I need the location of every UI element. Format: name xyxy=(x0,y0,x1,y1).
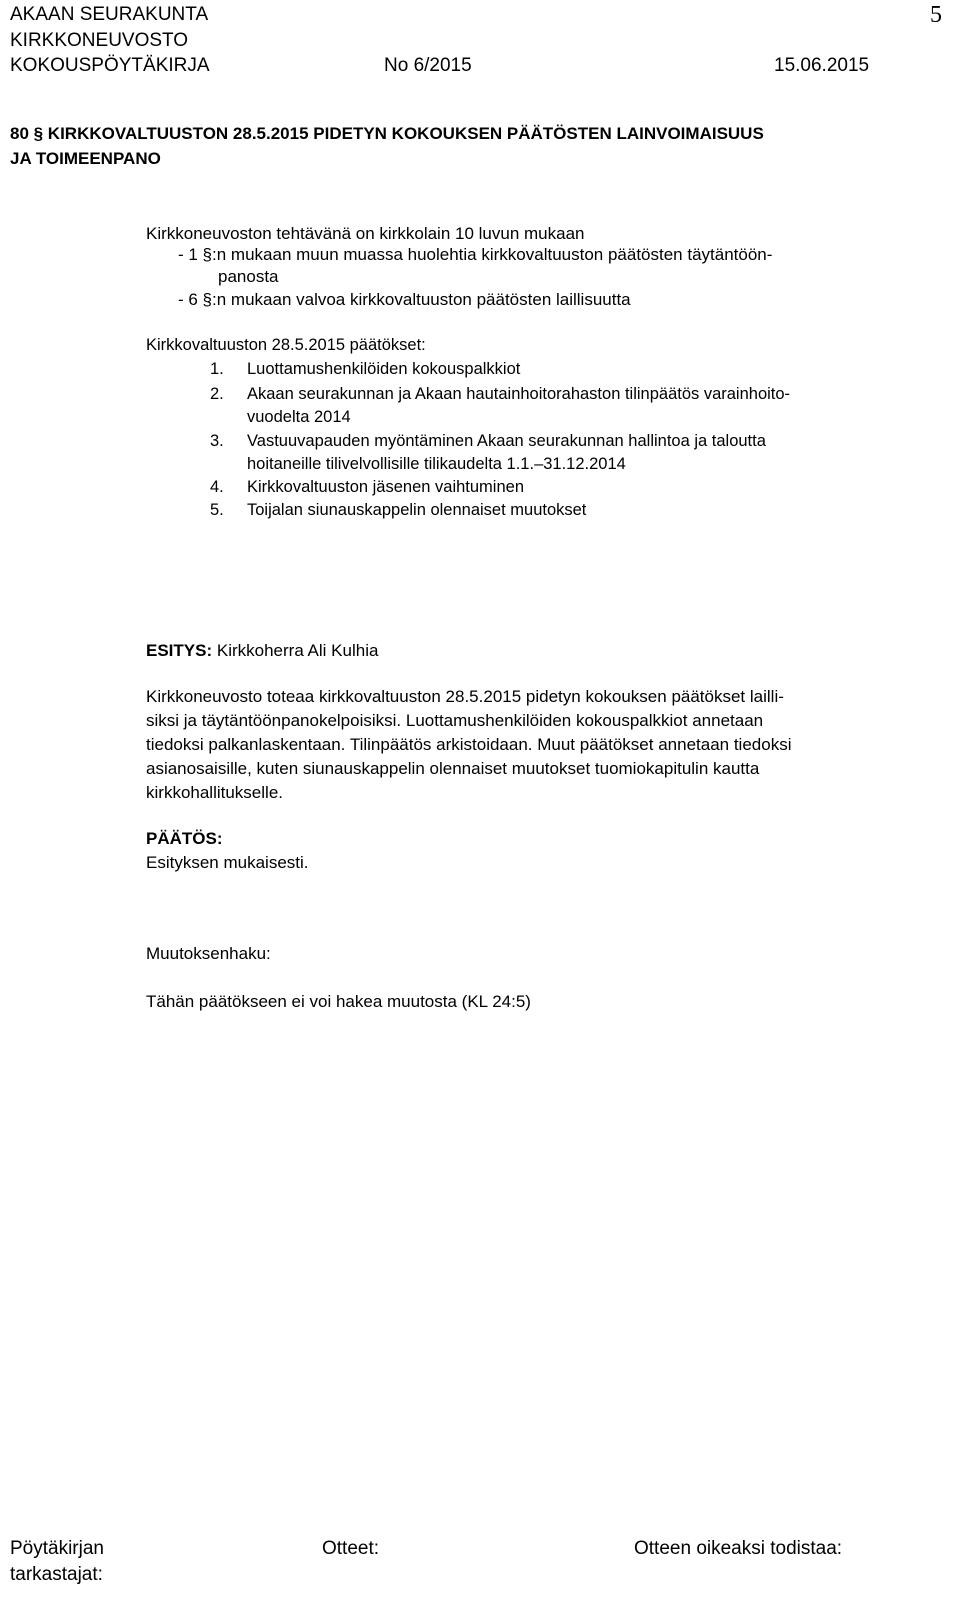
proposal-presenter: Kirkkoherra Ali Kulhia xyxy=(216,641,379,660)
duties-item1-line1: - 1 §:n mukaan muun muassa huolehtia kirkkovaltuuston päätösten täytäntöön- xyxy=(178,245,773,264)
decision-item-text: Vastuuvapauden myöntäminen Akaan seurakunnan hallintoa ja taloutta xyxy=(247,432,766,450)
decision-item-number: 3. xyxy=(210,432,224,450)
decision-text: Esityksen mukaisesti. xyxy=(146,853,309,872)
proposal-line: asianosaisille, kuten siunauskappelin olennaiset muutokset tuomiokapitulin kautta xyxy=(146,759,760,778)
footer-checked-line1: Pöytäkirjan xyxy=(10,1538,104,1559)
decision-item-number: 1. xyxy=(210,360,224,378)
header-date: 15.06.2015 xyxy=(774,55,870,76)
decision-item-number: 2. xyxy=(210,385,224,403)
proposal-heading xyxy=(146,639,378,663)
proposal-label: ESITYS: xyxy=(146,641,213,660)
page-number: 5 xyxy=(930,2,942,28)
decision-item-text: Luottamushenkilöiden kokouspalkkiot xyxy=(247,360,521,378)
decision-item-text: Toijalan siunauskappelin olennaiset muutokset xyxy=(247,501,587,519)
proposal-line: tiedoksi palkanlaskentaan. Tilinpäätös arkistoidaan. Muut päätökset annetaan tiedoksi xyxy=(146,735,792,754)
duties-item2: - 6 §:n mukaan valvoa kirkkovaltuuston päätösten laillisuutta xyxy=(178,290,631,309)
proposal-line: siksi ja täytäntöönpanokelpoisiksi. Luottamushenkilöiden kokouspalkkiot annetaan xyxy=(146,711,764,730)
proposal-line: Kirkkoneuvosto toteaa kirkkovaltuuston 28.5.2015 pidetyn kokouksen päätökset lailli- xyxy=(146,687,784,706)
header-doc-type: KOKOUSPÖYTÄKIRJA xyxy=(10,55,210,76)
decision-item-text: Akaan seurakunnan ja Akaan hautainhoitorahaston tilinpäätös varainhoito- xyxy=(247,385,791,403)
proposal-line: kirkkohallitukselle. xyxy=(146,783,283,802)
decision-item-number: 5. xyxy=(210,501,224,519)
footer-checked-line2: tarkastajat: xyxy=(10,1564,103,1585)
header-number: No 6/2015 xyxy=(384,55,472,76)
header-body: KIRKKONEUVOSTO xyxy=(10,30,189,51)
duties-item1-line2: panosta xyxy=(218,267,279,286)
decision-item-text: hoitaneille tilivelvollisille tilikaudelta 1.1.–31.12.2014 xyxy=(247,455,626,473)
section-title-line1: 80 § KIRKKOVALTUUSTON 28.5.2015 PIDETYN KOKOUKSEN PÄÄTÖSTEN LAINVOIMAISUUS xyxy=(10,124,764,143)
decision-item-text: Kirkkovaltuuston jäsenen vaihtuminen xyxy=(247,478,524,496)
decision-item-number: 4. xyxy=(210,478,224,496)
header-org: AKAAN SEURAKUNTA xyxy=(10,4,209,25)
footer-extracts: Otteet: xyxy=(322,1538,380,1559)
decision-item-text: vuodelta 2014 xyxy=(247,408,351,426)
section-title-line2: JA TOIMEENPANO xyxy=(10,149,161,168)
decisions-intro: Kirkkovaltuuston 28.5.2015 päätökset: xyxy=(146,336,426,354)
duties-intro: Kirkkoneuvoston tehtävänä on kirkkolain 10 luvun mukaan xyxy=(146,224,585,243)
appeal-text: Tähän päätökseen ei voi hakea muutosta (KL 24:5) xyxy=(146,992,531,1011)
footer-certified: Otteen oikeaksi todistaa: xyxy=(634,1538,843,1559)
decision-label: PÄÄTÖS: xyxy=(146,829,223,848)
appeal-label: Muutoksenhaku: xyxy=(146,944,271,963)
